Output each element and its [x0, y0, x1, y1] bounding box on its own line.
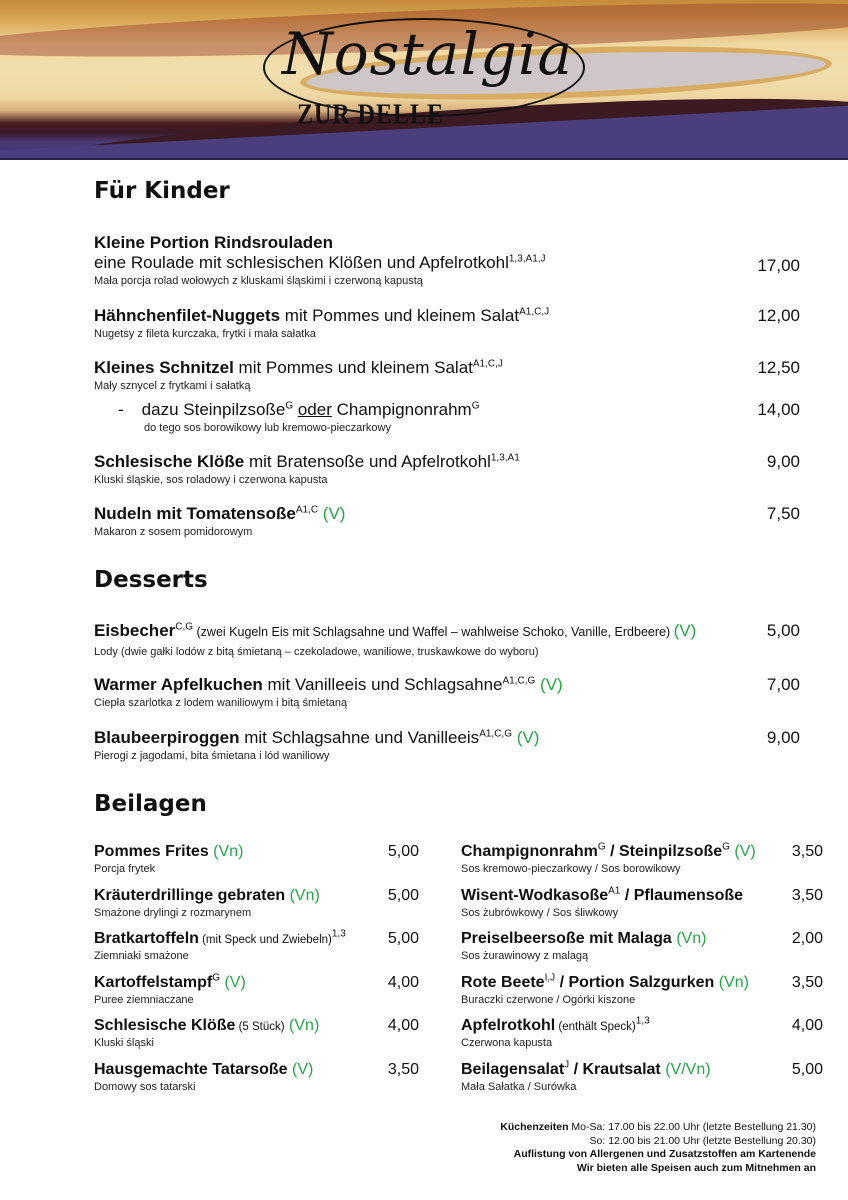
- allergen-codes: 1,3,A1,J: [508, 253, 546, 265]
- item-note: (mit Speck und Zwiebeln): [198, 934, 332, 946]
- beilagen-left-column: [94, 843, 419, 1104]
- allergen-codes: A1,C,J: [519, 306, 550, 318]
- item-translation: Nugetsy z fileta kurczaka, frytki i mała sałatka: [94, 328, 316, 340]
- allergen-codes: G: [471, 400, 480, 412]
- item-price: 14,00: [757, 400, 800, 419]
- side-item: [461, 1061, 823, 1105]
- item-desc: eine Roulade mit schlesischen Klößen und Apfelrotkohl: [94, 253, 509, 272]
- menu-item: [94, 306, 824, 340]
- side-item: [461, 930, 823, 974]
- item-name-alt: / Portion Salzgurken: [555, 973, 715, 991]
- veg-badge: (V/Vn): [660, 1060, 711, 1078]
- item-name: Kräuterdrillinge gebraten: [94, 886, 286, 904]
- item-translation: Lody (dwie gałki lodów z bitą śmietaną – czekoladowe, waniliowe, truskawkowe do wyboru): [94, 646, 539, 658]
- menu-item: [94, 621, 824, 658]
- item-name: Hähnchenfilet-Nuggets: [94, 306, 281, 325]
- item-translation: Czerwona kapusta: [461, 1037, 553, 1049]
- item-price: 4,00: [387, 973, 419, 991]
- item-translation: Smażone drylingi z rozmarynem: [94, 906, 252, 919]
- section-title-kinder: Für Kinder: [94, 178, 230, 204]
- item-translation: Mała porcja rolad wołowych z kluskami śląskimi i czerwoną kapustą: [94, 275, 423, 287]
- allergen-codes: A1,C,J: [472, 358, 503, 370]
- allergen-codes: G: [722, 841, 730, 853]
- item-price: 3,50: [387, 1060, 419, 1078]
- item-name: Wisent-Wodkasoße: [461, 886, 609, 904]
- item-price: 5,00: [387, 886, 419, 904]
- side-item: [461, 843, 823, 887]
- side-item: [94, 1017, 419, 1061]
- item-name: Schlesische Klöße: [94, 1017, 236, 1034]
- logo-subtitle: ZUR DELLE: [297, 99, 445, 131]
- logo-title: Nostalgia: [282, 20, 574, 88]
- item-name: Nudeln mit Tomatensoße: [94, 504, 296, 523]
- item-price: 7,00: [766, 675, 800, 694]
- menu-item: [94, 358, 824, 392]
- item-desc: mit Schlagsahne und Vanilleeis: [239, 728, 480, 747]
- veg-badge: (Vn): [714, 973, 749, 991]
- item-note: (5 Stück): [235, 1021, 285, 1033]
- item-translation: Kluski śląski: [94, 1037, 154, 1049]
- item-desc: mit Pommes und kleinem Salat: [233, 358, 473, 377]
- menu-item: [94, 504, 824, 538]
- allergen-codes: J: [564, 1059, 570, 1071]
- side-item: [94, 843, 419, 887]
- item-price: 9,00: [766, 728, 800, 747]
- item-price: 12,50: [757, 358, 800, 377]
- veg-badge: (V): [516, 728, 540, 747]
- menu-item-addon: [94, 400, 824, 434]
- allergen-note: Auflistung von Allergenen und Zusatzstoffen am Kartenende: [513, 1148, 816, 1160]
- item-desc: mit Vanilleeis und Schlagsahne: [262, 675, 503, 694]
- item-name: Rote Beete: [461, 973, 545, 991]
- item-name: Eisbecher: [94, 621, 176, 640]
- veg-badge: (V): [729, 843, 756, 860]
- item-price: 4,00: [387, 1017, 419, 1034]
- item-price: 9,00: [766, 452, 800, 471]
- dash: -: [118, 400, 124, 419]
- veg-badge: (V): [322, 504, 346, 523]
- side-item: [461, 974, 823, 1018]
- item-price: 7,50: [766, 504, 800, 523]
- item-name: Bratkartoffeln: [94, 930, 199, 947]
- or-text: oder: [297, 400, 332, 419]
- item-translation: Sos żurawinowy z malagą: [461, 950, 589, 962]
- item-note: (enthält Speck): [555, 1021, 636, 1033]
- hours-sunday: So: 12.00 bis 21.00 Uhr (letzte Bestellung 20.30): [589, 1134, 816, 1147]
- item-note: (zwei Kugeln Eis mit Schlagsahne und Waffel – wahlweise Schoko, Vanille, Erdbeere): [193, 625, 674, 639]
- side-item: [461, 887, 823, 931]
- side-item: [94, 974, 419, 1018]
- item-name: Blaubeerpiroggen: [94, 728, 240, 747]
- takeaway-note: Wir bieten alle Speisen auch zum Mitnehmen an: [576, 1161, 816, 1174]
- veg-badge: (Vn): [285, 886, 320, 904]
- item-translation: do tego sos borowikowy lub kremowo-pieczarkowy: [144, 422, 391, 434]
- item-translation: Kluski śląskie, sos roladowy i czerwona kapusta: [94, 474, 328, 486]
- veg-badge: (Vn): [671, 930, 707, 947]
- allergen-codes: A1: [608, 885, 621, 897]
- item-translation: Ciepła szarlotka z lodem waniliowym i bitą śmietaną: [94, 697, 348, 709]
- item-price: 3,50: [791, 886, 823, 904]
- item-name: Hausgemachte Tatarsoße: [94, 1060, 288, 1078]
- item-name: Kartoffelstampf: [94, 973, 213, 991]
- veg-badge: (Vn): [208, 843, 244, 860]
- item-name: Schlesische Klöße: [94, 452, 245, 471]
- hours-mo-sa: Mo-Sa: 17.00 bis 22.00 Uhr (letzte Bestellung 21.30): [568, 1121, 816, 1133]
- item-translation: Domowy sos tatarski: [94, 1080, 196, 1093]
- allergen-codes: I,J: [544, 972, 556, 984]
- item-price: 2,00: [791, 930, 823, 947]
- item-translation: Mała Sałatka / Surówka: [461, 1080, 577, 1093]
- item-name-alt: / Steinpilzsoße: [605, 843, 723, 860]
- item-translation: Porcja frytek: [94, 863, 156, 875]
- item-desc: mit Bratensoße und Apfelrotkohl: [244, 452, 491, 471]
- veg-badge: (V): [220, 973, 246, 991]
- section-title-desserts: Desserts: [94, 567, 208, 593]
- item-price: 3,50: [791, 843, 823, 860]
- footer-info: [500, 1121, 816, 1175]
- menu-item: [94, 675, 824, 709]
- allergen-codes: 1,3: [635, 1015, 650, 1027]
- addon-text: dazu Steinpilzsoße: [141, 400, 286, 419]
- item-price: 5,00: [791, 1060, 823, 1078]
- side-item: [94, 1061, 419, 1105]
- section-title-beilagen: Beilagen: [94, 791, 207, 817]
- veg-badge: (V): [673, 621, 697, 640]
- allergen-codes: G: [212, 972, 221, 984]
- item-name-alt: / Krautsalat: [569, 1060, 661, 1078]
- item-price: 5,00: [387, 843, 419, 860]
- veg-badge: (Vn): [284, 1017, 320, 1034]
- header-banner: [0, 0, 848, 160]
- item-translation: Sos żubrówkowy / Sos śliwkowy: [461, 906, 619, 919]
- item-name: Champignonrahm: [461, 843, 598, 860]
- addon-text: Champignonrahm: [336, 400, 472, 419]
- item-desc: mit Pommes und kleinem Salat: [280, 306, 520, 325]
- allergen-codes: A1,C,G: [502, 675, 536, 687]
- item-price: 12,00: [757, 306, 800, 325]
- item-price: 5,00: [387, 930, 419, 947]
- item-translation: Puree ziemniaczane: [94, 993, 194, 1006]
- item-name: Warmer Apfelkuchen: [94, 675, 263, 694]
- item-name: Kleine Portion Rindsrouladen: [94, 233, 333, 252]
- allergen-codes: A1,C: [295, 504, 319, 516]
- veg-badge: (V): [287, 1060, 314, 1078]
- allergen-codes: 1,3: [331, 928, 346, 940]
- beilagen-right-column: [461, 843, 823, 1104]
- allergen-codes: A1,C,G: [479, 728, 512, 740]
- item-translation: Buraczki czerwone / Ogórki kiszone: [461, 993, 636, 1006]
- menu-item: [94, 233, 824, 287]
- side-item: [94, 930, 419, 974]
- item-name: Pommes Frites: [94, 843, 209, 860]
- side-item: [94, 887, 419, 931]
- item-price: 4,00: [791, 1017, 823, 1034]
- item-name: Beilagensalat: [461, 1060, 565, 1078]
- allergen-codes: 1,3,A1: [490, 452, 520, 464]
- item-translation: Makaron z sosem pomidorowym: [94, 526, 253, 538]
- item-price: 17,00: [757, 256, 800, 275]
- item-translation: Mały sznycel z frytkami i sałatką: [94, 380, 251, 392]
- allergen-codes: C,G: [175, 621, 194, 633]
- side-item: [461, 1017, 823, 1061]
- menu-item: [94, 728, 824, 762]
- item-translation: Ziemniaki smażone: [94, 950, 189, 962]
- item-name: Preiselbeersoße mit Malaga: [461, 930, 672, 947]
- item-translation: Sos kremowo-pieczarkowy / Sos borowikowy: [461, 863, 681, 875]
- allergen-codes: G: [285, 400, 294, 412]
- menu-item: [94, 452, 824, 486]
- item-price: 5,00: [766, 621, 800, 640]
- allergen-codes: G: [597, 841, 606, 853]
- item-name: Kleines Schnitzel: [94, 358, 234, 377]
- item-name: Apfelrotkohl: [461, 1017, 556, 1034]
- kitchen-hours-label: Küchenzeiten: [500, 1121, 569, 1133]
- item-price: 3,50: [791, 973, 823, 991]
- item-name-alt: / Pflaumensoße: [620, 886, 744, 904]
- item-translation: Pierogi z jagodami, bita śmietana i lód waniliowy: [94, 750, 330, 762]
- veg-badge: (V): [540, 675, 563, 694]
